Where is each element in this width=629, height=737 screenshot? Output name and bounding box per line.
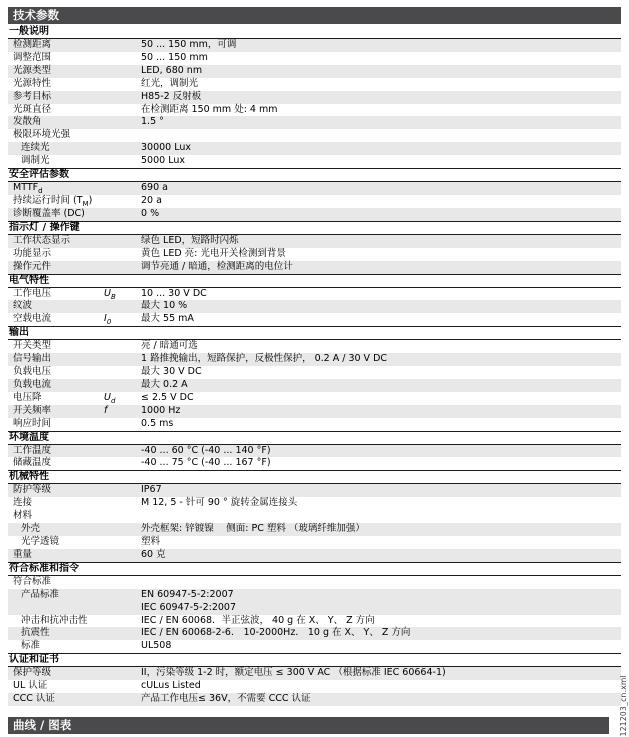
- spec-row-indented: [8, 142, 621, 155]
- spec-label: 参考目标: [13, 90, 52, 102]
- spec-label: 电压降: [13, 391, 42, 403]
- spec-label: 负载电流: [13, 378, 52, 390]
- spec-value: 最大 30 V DC: [141, 366, 202, 378]
- spec-label: 光源特性: [13, 77, 52, 89]
- spec-value: 50 ... 150 mm，可调: [141, 39, 237, 50]
- spec-row: [8, 182, 621, 195]
- spec-symbol: [104, 65, 141, 78]
- spec-value: 亮 / 暗通可选: [141, 340, 198, 352]
- spec-symbol: [104, 39, 141, 52]
- spec-label: 光源类型: [13, 64, 52, 76]
- spec-row: [8, 195, 621, 208]
- spec-value: cULus Listed: [141, 680, 201, 692]
- spec-row: [8, 300, 621, 313]
- spec-row: [8, 366, 621, 379]
- section-header: 符合标准和指令: [8, 562, 621, 576]
- spec-value: 在检测距离 150 mm 处: 4 mm: [141, 103, 278, 115]
- spec-label: 工作电压: [13, 287, 52, 299]
- spec-label: 调整范围: [13, 51, 52, 63]
- spec-value: [141, 129, 621, 142]
- spec-label: 保护等级: [13, 667, 52, 679]
- spec-label: 连续光: [21, 142, 50, 154]
- section-header: 认证和证书: [8, 653, 621, 667]
- section-header: 输出: [8, 326, 621, 340]
- section-bar-technical-parameters: 技术参数: [8, 7, 621, 24]
- section-header: 机械特性: [8, 470, 621, 484]
- spec-symbol: [104, 627, 141, 640]
- spec-label: 外壳: [21, 523, 41, 535]
- spec-value: M 12, 5 - 针可 90 ° 旋转金属连接头: [141, 497, 298, 509]
- spec-label: 标准: [21, 640, 41, 652]
- spec-symbol: [104, 576, 141, 589]
- spec-row: [8, 340, 621, 353]
- section-bar-curves-diagrams: 曲线 / 图表: [8, 717, 609, 734]
- spec-row: [8, 313, 621, 326]
- spec-row: [8, 392, 621, 405]
- spec-value: IEC / EN 60068-2-6． 10-2000Hz． 10 g 在 X、 Y、 Z 方向: [141, 627, 411, 639]
- spec-symbol: [104, 52, 141, 65]
- spec-symbol: [104, 667, 141, 680]
- spec-value: ≤ 2.5 V DC: [141, 391, 194, 403]
- spec-symbol: [104, 182, 141, 195]
- spec-label: UL 认证: [13, 680, 48, 692]
- spec-symbol: [104, 91, 141, 104]
- spec-row: [8, 497, 621, 510]
- spec-symbol: [104, 155, 141, 168]
- spec-symbol: [104, 104, 141, 117]
- spec-row: [8, 667, 621, 680]
- spec-label: 连接: [13, 497, 33, 509]
- spec-symbol: [104, 445, 141, 458]
- spec-row: [8, 445, 621, 458]
- spec-symbol: $I_0$: [104, 313, 112, 327]
- spec-label: 储藏温度: [13, 457, 52, 469]
- spec-row-indented: [8, 589, 621, 615]
- spec-symbol: [104, 142, 141, 155]
- spec-label: CCC 认证: [13, 693, 55, 705]
- spec-row: [8, 353, 621, 366]
- spec-symbol: [104, 235, 141, 248]
- spec-row: [8, 418, 621, 431]
- spec-value: 塑料: [141, 536, 161, 547]
- spec-row: [8, 208, 621, 221]
- spec-label: 光斑直径: [13, 103, 52, 115]
- spec-value: LED, 680 nm: [141, 64, 203, 76]
- spec-label: 工作温度: [13, 444, 52, 456]
- spec-row: [8, 484, 621, 497]
- spec-symbol: [104, 78, 141, 91]
- spec-symbol: [104, 261, 141, 274]
- spec-label: 材料: [13, 510, 33, 522]
- spec-row: [8, 405, 621, 418]
- spec-symbol: [104, 615, 141, 628]
- spec-label: 纹波: [13, 300, 33, 312]
- spec-value: 0.5 ms: [141, 417, 174, 429]
- spec-row: [8, 129, 621, 142]
- spec-symbol: [104, 640, 141, 653]
- spec-symbol: f: [104, 404, 108, 416]
- spec-label: 负载电压: [13, 366, 52, 378]
- spec-row: [8, 65, 621, 78]
- spec-symbol: [104, 248, 141, 261]
- spec-label: 诊断覆盖率 (DC): [13, 207, 85, 219]
- spec-row-indented: [8, 155, 621, 168]
- spec-row: [8, 576, 621, 589]
- spec-symbol: [104, 457, 141, 470]
- spec-value: 690 a: [141, 182, 168, 194]
- spec-value: 黄色 LED 亮: 光电开关检测到背景: [141, 247, 286, 259]
- spec-value: 0 %: [141, 207, 160, 219]
- spec-label: 调制光: [21, 155, 50, 167]
- spec-label: $MTTF_d$: [13, 182, 43, 195]
- section-header: 电气特性: [8, 274, 621, 288]
- spec-label: 产品标准: [21, 588, 60, 600]
- spec-value: UL508: [141, 640, 172, 652]
- spec-row: [8, 549, 621, 562]
- spec-row-indented: [8, 640, 621, 653]
- spec-row: [8, 235, 621, 248]
- spec-label: 工作状态显示: [13, 234, 71, 246]
- spec-row: [8, 78, 621, 91]
- spec-symbol: [104, 366, 141, 379]
- spec-row: [8, 457, 621, 470]
- spec-label: 检测距离: [13, 39, 52, 50]
- spec-value: 1000 Hz: [141, 404, 181, 416]
- spec-label: 信号输出: [13, 353, 52, 365]
- spec-value: -40 ... 60 °C (-40 ... 140 °F): [141, 444, 271, 456]
- spec-label: 极限环境光强: [13, 129, 71, 141]
- section-header: 安全评估参数: [8, 168, 621, 182]
- spec-value: 绿色 LED，短路时闪烁: [141, 234, 239, 246]
- spec-value: 产品工作电压≤ 36V，不需要 CCC 认证: [141, 693, 311, 705]
- spec-symbol: $U_d$: [104, 391, 116, 405]
- spec-label: 开关频率: [13, 404, 52, 416]
- spec-symbol: [104, 208, 141, 221]
- spec-value: 红光，调制光: [141, 77, 199, 89]
- spec-symbol: [104, 523, 141, 536]
- spec-value: 外壳框架: 锌镀镍 侧面: PC 塑料 （玻璃纤维加强）: [141, 523, 365, 535]
- spec-row: [8, 52, 621, 65]
- spec-value: -40 ... 75 °C (-40 ... 167 °F): [141, 457, 271, 469]
- spec-value: 10 ... 30 V DC: [141, 287, 207, 299]
- spec-table: [8, 26, 621, 706]
- spec-value: 1 路推挽输出，短路保护，反极性保护， 0.2 A / 30 V DC: [141, 353, 388, 365]
- spec-label: 重量: [13, 548, 33, 560]
- spec-value: II，污染等级 1-2 时，额定电压 ≤ 300 V AC （根据标准 IEC 60664-1): [141, 667, 446, 679]
- spec-symbol: [104, 116, 141, 129]
- spec-label: 发散角: [13, 116, 42, 128]
- spec-symbol: [104, 379, 141, 392]
- spec-symbol: [104, 549, 141, 562]
- spec-value: 20 a: [141, 194, 162, 206]
- spec-label: 空载电流: [13, 313, 52, 325]
- section-header: 环境温度: [8, 431, 621, 445]
- spec-value: 最大 10 %: [141, 300, 188, 312]
- spec-symbol: [104, 195, 141, 208]
- spec-label: 持续运行时间 $(T_M)$: [13, 194, 93, 208]
- spec-label: 功能显示: [13, 247, 52, 259]
- spec-label: 开关类型: [13, 340, 52, 352]
- spec-symbol: [104, 536, 141, 549]
- spec-row: [8, 288, 621, 301]
- spec-symbol: [104, 589, 141, 615]
- spec-row-indented: [8, 615, 621, 628]
- spec-symbol: [104, 497, 141, 510]
- spec-symbol: [104, 418, 141, 431]
- spec-row: [8, 510, 621, 523]
- spec-symbol: [104, 693, 141, 706]
- spec-symbol: [104, 129, 141, 142]
- spec-row-indented: [8, 523, 621, 536]
- spec-label: 冲击和抗冲击性: [21, 614, 88, 626]
- spec-value: 1.5 °: [141, 116, 164, 128]
- spec-value: [141, 510, 621, 523]
- spec-value: H85-2 反射板: [141, 90, 202, 102]
- spec-symbol: [104, 353, 141, 366]
- spec-value: [141, 576, 621, 589]
- spec-symbol: [104, 680, 141, 693]
- spec-row-indented: [8, 627, 621, 640]
- spec-value: IP67: [141, 484, 162, 496]
- spec-value: 50 ... 150 mm: [141, 51, 208, 63]
- spec-row: [8, 104, 621, 117]
- spec-symbol: [104, 300, 141, 313]
- spec-label: 响应时间: [13, 417, 52, 429]
- spec-value: 最大 0.2 A: [141, 378, 188, 390]
- spec-value: 5000 Lux: [141, 155, 185, 167]
- spec-value: EN 60947-5-2:2007 IEC 60947-5-2:2007: [141, 588, 236, 613]
- spec-row: [8, 261, 621, 274]
- spec-label: 抗震性: [21, 627, 50, 639]
- spec-row: [8, 379, 621, 392]
- section-header: 一般说明: [8, 26, 621, 39]
- spec-row: [8, 91, 621, 104]
- spec-symbol: [104, 340, 141, 353]
- spec-row: [8, 116, 621, 129]
- spec-value: 30000 Lux: [141, 142, 192, 154]
- spec-label: 操作元件: [13, 260, 52, 272]
- spec-symbol: [104, 510, 141, 523]
- spec-symbol: $U_B$: [104, 287, 116, 301]
- spec-value: 最大 55 mA: [141, 313, 194, 325]
- spec-symbol: [104, 484, 141, 497]
- spec-value: IEC / EN 60068．半正弦波， 40 g 在 X、 Y、 Z 方向: [141, 614, 375, 626]
- spec-row: [8, 39, 621, 52]
- spec-value: 调节亮通 / 暗通，检测距离的电位计: [141, 260, 293, 272]
- spec-label: 防护等级: [13, 484, 52, 496]
- spec-label: 符合标准: [13, 575, 52, 587]
- spec-row-indented: [8, 536, 621, 549]
- spec-label: 光学透镜: [21, 536, 60, 547]
- document-id-vertical-label: 121203_cn.xml: [619, 674, 628, 736]
- spec-row: [8, 248, 621, 261]
- spec-value: 60 克: [141, 548, 166, 560]
- spec-row: [8, 693, 621, 706]
- spec-row: [8, 680, 621, 693]
- section-header: 指示灯 / 操作键: [8, 221, 621, 235]
